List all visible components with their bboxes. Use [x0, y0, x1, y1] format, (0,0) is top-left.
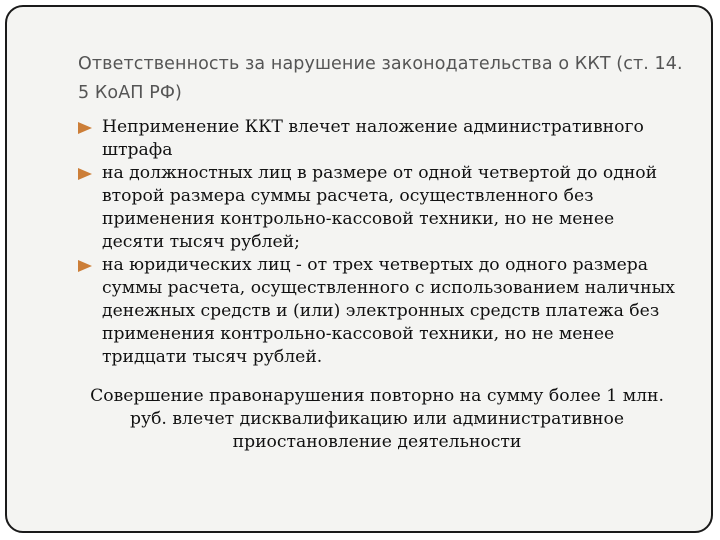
bullet-text: Неприменение ККТ влечет наложение административного штрафа: [102, 117, 644, 160]
slide-title: Ответственность за нарушение законодательства о ККТ (ст. 14. 5 КоАП РФ): [78, 54, 683, 103]
bullet-text: на юридических лиц - от трех четвертых до одного размера суммы расчета, осуществленного с использованием наличных денежных средств и (или) электронных средств платежа без применения контрольно-кассовой техники, но не менее тридцати тысяч рублей.: [102, 255, 676, 367]
closing-paragraph: Совершение правонарушения повторно на сумму более 1 млн. руб. влечет дисквалификацию или административное приостановление деятельности: [90, 386, 664, 452]
bullet-item: [78, 116, 678, 162]
bullet-item: [78, 254, 678, 369]
bullet-item: [78, 162, 678, 254]
bullet-text: на должностных лиц в размере от одной четвертой до одной второй размера суммы расчета, осуществленного без применения контрольно-кассовой техники, но не менее десяти тысяч рублей;: [102, 163, 658, 252]
bullet-list: [78, 116, 678, 369]
triangle-bullet-icon: [78, 260, 92, 272]
triangle-bullet-icon: [78, 168, 92, 180]
triangle-bullet-icon: [78, 122, 92, 134]
